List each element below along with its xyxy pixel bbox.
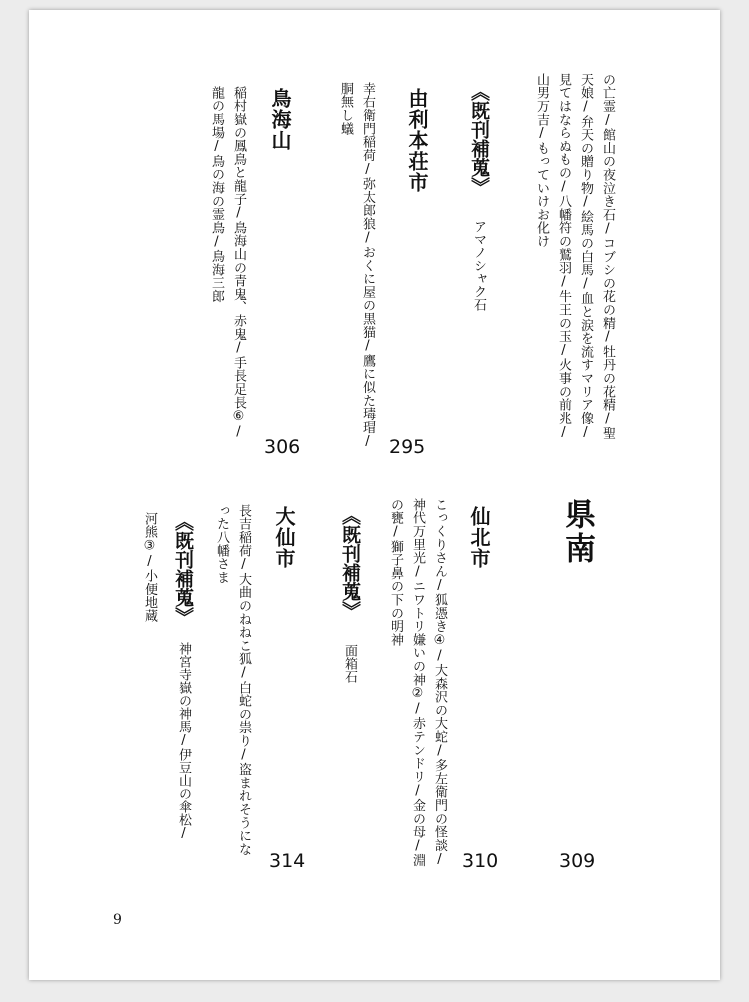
text-line: こっくりさん/狐憑き④/大森沢の大蛇/多左衛門の怪談/ (432, 498, 447, 868)
text-line: 長吉稲荷/大曲のねねこ狐/白蛇の祟り/盗まれそうにな (236, 504, 251, 856)
document-page (29, 10, 720, 980)
kikan-heading: 《既刊補蒐》 (172, 512, 194, 626)
kikan-items: 面箱石 (342, 644, 357, 683)
text-line: 神代万里光/ニワトリ嫌いの神②/赤テンドリ/金の母/淵 (410, 498, 425, 868)
text-line: の甕/獅子鼻の下の明神 (388, 498, 403, 647)
folio: 9 (113, 912, 122, 928)
text-line: 河熊③/小便地蔵 (142, 512, 157, 623)
section-title-chokaisan: 鳥海山 (268, 88, 292, 151)
text-line: 胴無し蟻 (338, 82, 353, 136)
page-number-chokaisan: 306 (264, 436, 301, 458)
page-number-senboku: 310 (462, 850, 499, 872)
page-number-kennan: 309 (559, 850, 596, 872)
kikan-heading: 《既刊補蒐》 (339, 506, 361, 620)
page-number-daisen: 314 (269, 850, 306, 872)
text-line: 天娘/弁天の贈り物/絵馬の白馬/血と涙を流すマリア像/ (578, 73, 593, 441)
text-line: 幸右衛門稲荷/弥太郎狼/おくに屋の黒猫/鷹に似た瑇瑁/ (360, 82, 375, 450)
section-title-yurihonjo: 由利本荘市 (405, 88, 429, 193)
kikan-heading: 《既刊補蒐》 (468, 82, 490, 196)
text-line: 山男万吉/もっていけお化け (534, 73, 549, 248)
kikan-items: アマノシャク石 (471, 220, 486, 311)
text-line: った八幡さま (214, 504, 229, 584)
page-number-yurihonjo: 295 (389, 436, 426, 458)
text-line: 稲村嶽の鳳鳥と龍子/鳥海山の青鬼、赤鬼/手長足長⑥/ (231, 86, 246, 440)
section-title-senboku: 仙北市 (467, 506, 491, 569)
text-line: の亡霊/館山の夜泣き石/コブシの花の精/牡丹の花精/聖 (600, 73, 615, 441)
region-title-kennan: 県南 (559, 498, 595, 566)
section-title-daisen: 大仙市 (272, 506, 296, 569)
text-line: 見てはならぬもの/八幡符の鷲羽/牛王の玉/火事の前兆/ (556, 73, 571, 441)
text-line: 龍の馬場/鳥の海の霊鳥/鳥海三郎 (209, 86, 224, 303)
kikan-items: 神宮寺嶽の神馬/伊豆山の傘松/ (176, 642, 191, 841)
